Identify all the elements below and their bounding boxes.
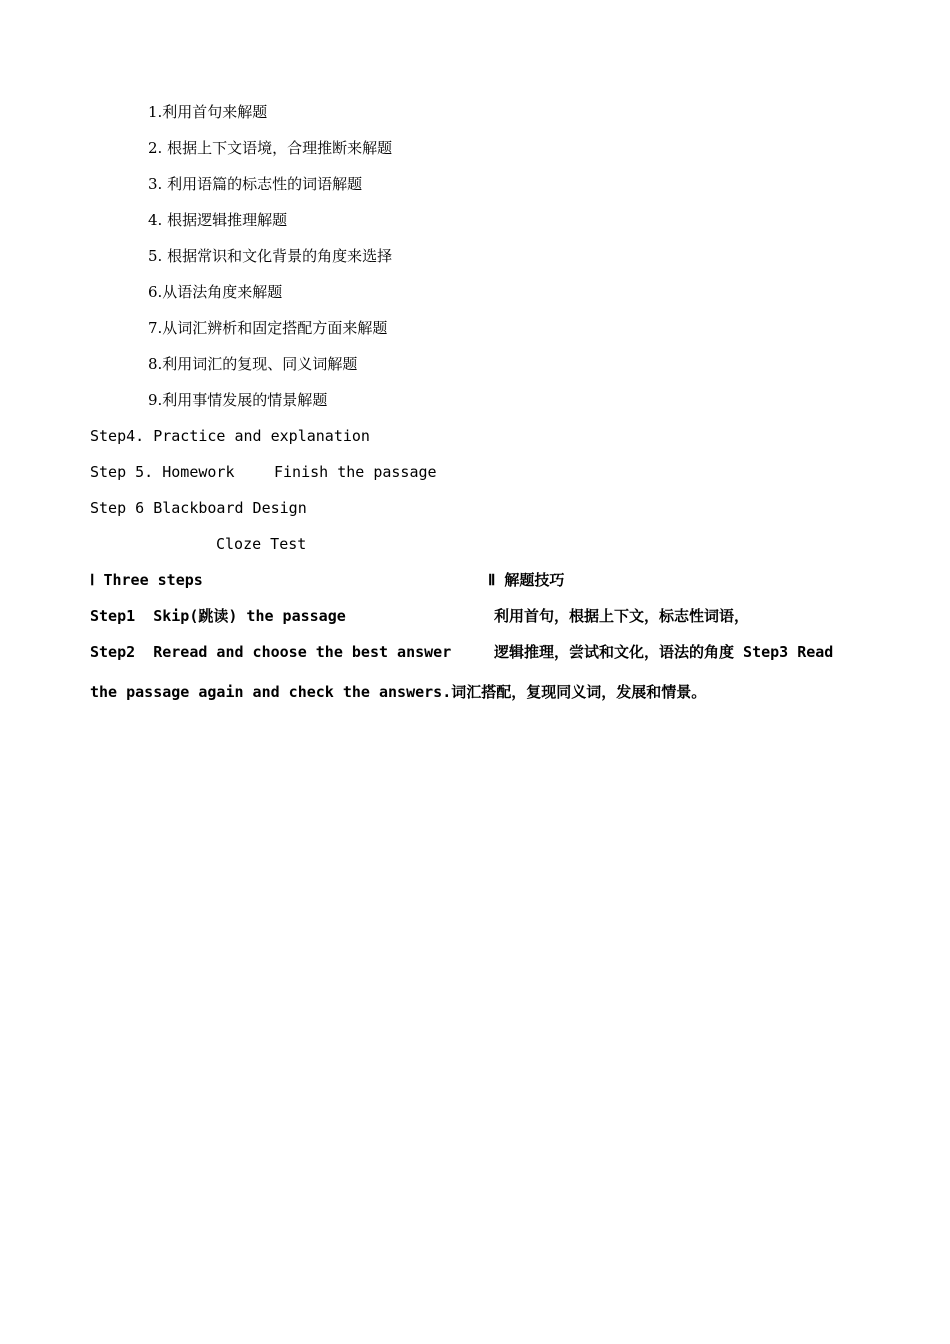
step6-line: Step 6 Blackboard Design: [90, 499, 307, 517]
tip-8: 8.利用词汇的复现、同义词解题: [148, 355, 358, 373]
last-line: the passage again and check the answers.词汇搭配，复现同义词，发展和情景。: [90, 683, 707, 701]
right-line-2: 逻辑推理，尝试和文化，语法的角度 Step3 Read: [494, 643, 834, 661]
step2-line: Step2 Reread and choose the best answer: [90, 643, 452, 661]
tip-9: 9.利用事情发展的情景解题: [148, 391, 328, 409]
right-heading: Ⅱ 解题技巧: [488, 571, 565, 589]
blackboard-title: Cloze Test: [216, 535, 307, 553]
tip-1: 1.利用首句来解题: [148, 103, 268, 121]
tip-3: 3. 利用语篇的标志性的词语解题: [148, 175, 363, 193]
step5-value: Finish the passage: [274, 463, 437, 481]
right-line-1: 利用首句，根据上下文，标志性词语，: [494, 607, 750, 625]
tip-6: 6.从语法角度来解题: [148, 283, 283, 301]
tip-4: 4. 根据逻辑推理解题: [148, 211, 288, 229]
step4-line: Step4. Practice and explanation: [90, 427, 370, 445]
tip-7: 7.从词汇辨析和固定搭配方面来解题: [148, 319, 388, 337]
step5-label: Step 5. Homework: [90, 463, 235, 481]
step1-line: Step1 Skip(跳读) the passage: [90, 607, 346, 625]
tip-2: 2. 根据上下文语境，合理推断来解题: [148, 139, 393, 157]
left-heading: Ⅰ Three steps: [90, 571, 203, 589]
tip-5: 5. 根据常识和文化背景的角度来选择: [148, 247, 393, 265]
